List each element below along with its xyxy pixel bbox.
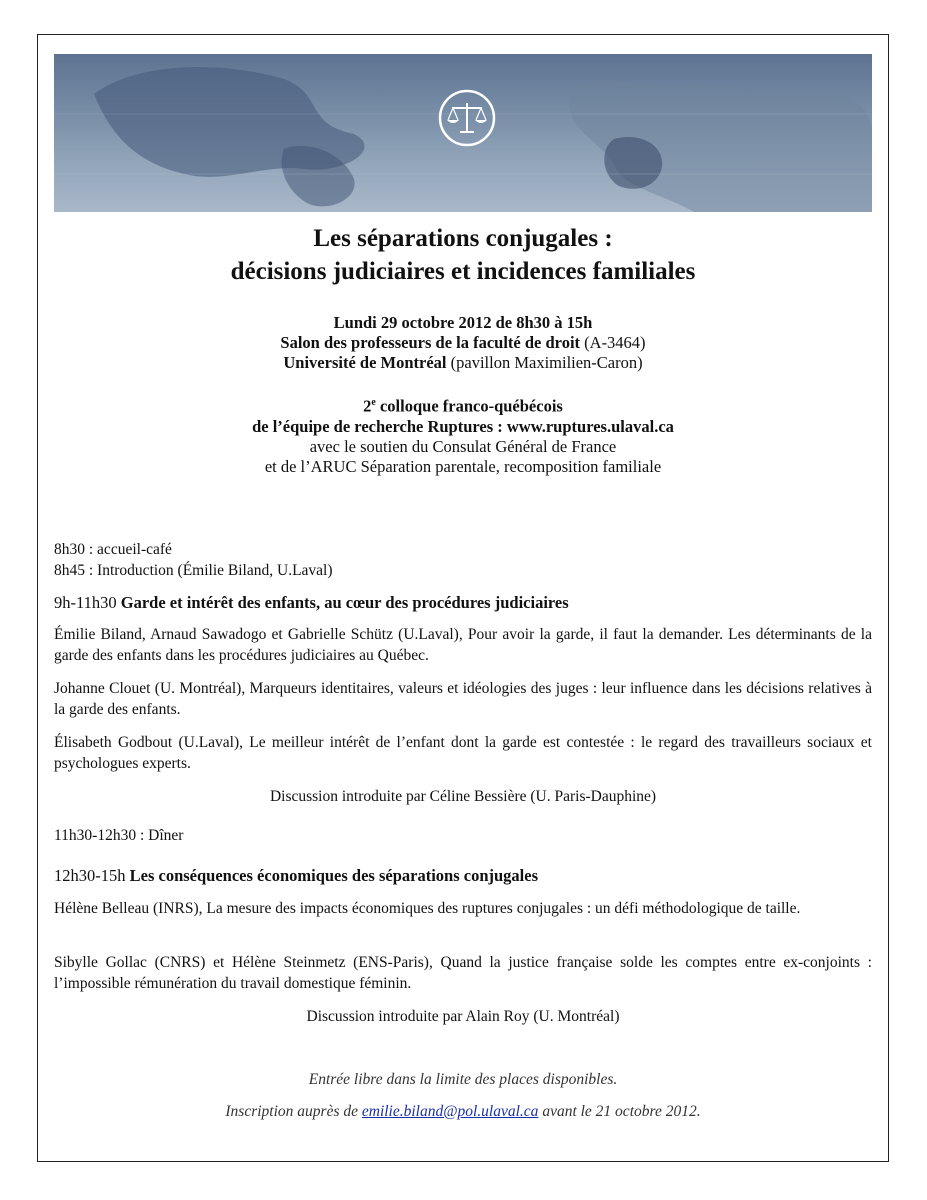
schedule-intro (54, 539, 872, 581)
session-1 (54, 592, 872, 613)
session-2 (54, 865, 872, 886)
talk-1-block (54, 624, 872, 666)
event-date: Lundi 29 octobre 2012 de 8h30 à 15h (333, 313, 593, 332)
title-line-1: Les séparations conjugales : (313, 225, 613, 252)
schedule-welcome: 8h30 : accueil-café (54, 541, 172, 558)
colloque-ordinal: e (371, 397, 376, 408)
talk-1: Émilie Biland, Arnaud Sawadogo et Gabrielle Schütz (U.Laval), Pour avoir la garde, il faut la demander. Les déterminants de la garde des enfants dans les procédures judiciaires au Québec. (54, 626, 872, 664)
lunch-break: 11h30-12h30 : Dîner (54, 827, 184, 844)
discussion-1-block (54, 786, 872, 807)
footer-registration (54, 1103, 872, 1121)
university-name: Université de Montréal (283, 353, 447, 372)
talk-3: Élisabeth Godbout (U.Laval), Le meilleur intérêt de l’enfant dont la garde est contestée : le regard des travailleurs sociaux et psychologues experts. (54, 734, 872, 772)
talk-5-block (54, 952, 872, 994)
session-2-heading (54, 865, 872, 886)
lunch-block (54, 825, 872, 846)
talk-2: Johanne Clouet (U. Montréal), Marqueurs identitaires, valeurs et idéologies des juges : leur influence dans les décisions relatives à la garde des enfants. (54, 680, 872, 718)
discussion-2-block (54, 1006, 872, 1027)
event-university (54, 353, 872, 373)
colloque-line-1 (54, 393, 872, 417)
colloque-support-2: et de l’ARUC Séparation parentale, recomposition familiale (264, 456, 662, 476)
session-1-heading (54, 592, 872, 613)
event-venue (54, 333, 872, 353)
footer-note: Entrée libre dans la limite des places disponibles. (308, 1071, 618, 1088)
session-1-time: 9h-11h30 (54, 593, 121, 612)
discussion-1: Discussion introduite par Céline Bessière (U. Paris-Dauphine) (269, 788, 657, 805)
talk-4: Hélène Belleau (INRS), La mesure des impacts économiques des ruptures conjugales : un défi méthodologique de taille. (54, 900, 801, 917)
colloque-label: colloque franco-québécois (375, 396, 563, 416)
session-2-title: Les conséquences économiques des séparations conjugales (129, 866, 539, 885)
registration-deadline: avant le 21 octobre 2012. (538, 1103, 701, 1120)
talk-4-block (54, 898, 872, 919)
talk-2-block (54, 678, 872, 720)
venue-name: Salon des professeurs de la faculté de droit (280, 333, 581, 352)
document-title (54, 222, 872, 288)
colloque-number: 2 (363, 396, 372, 416)
talk-5: Sibylle Gollac (CNRS) et Hélène Steinmetz (ENS-Paris), Quand la justice française solde les comptes entre ex-conjoints : l’impossible rémunération du travail domestique féminin. (54, 954, 872, 992)
scales-of-justice-icon (437, 88, 497, 148)
event-info (54, 313, 872, 477)
registration-email-link[interactable]: emilie.biland@pol.ulaval.ca (361, 1103, 539, 1120)
session-2-time: 12h30-15h (54, 866, 130, 885)
title-line-2: décisions judiciaires et incidences familiales (230, 258, 696, 285)
session-1-title: Garde et intérêt des enfants, au cœur des procédures judiciaires (120, 593, 569, 612)
schedule-introduction: 8h45 : Introduction (Émilie Biland, U.Laval) (54, 562, 333, 579)
venue-room: (A-3464) (580, 333, 646, 352)
colloque-line-2: de l’équipe de recherche Ruptures : www.ruptures.ulaval.ca (252, 416, 674, 436)
registration-prefix: Inscription auprès de (225, 1103, 362, 1120)
colloque-support-1: avec le soutien du Consulat Général de France (309, 436, 617, 456)
talk-3-block (54, 732, 872, 774)
university-building: (pavillon Maximilien-Caron) (446, 353, 643, 372)
discussion-2: Discussion introduite par Alain Roy (U. Montréal) (306, 1008, 620, 1025)
